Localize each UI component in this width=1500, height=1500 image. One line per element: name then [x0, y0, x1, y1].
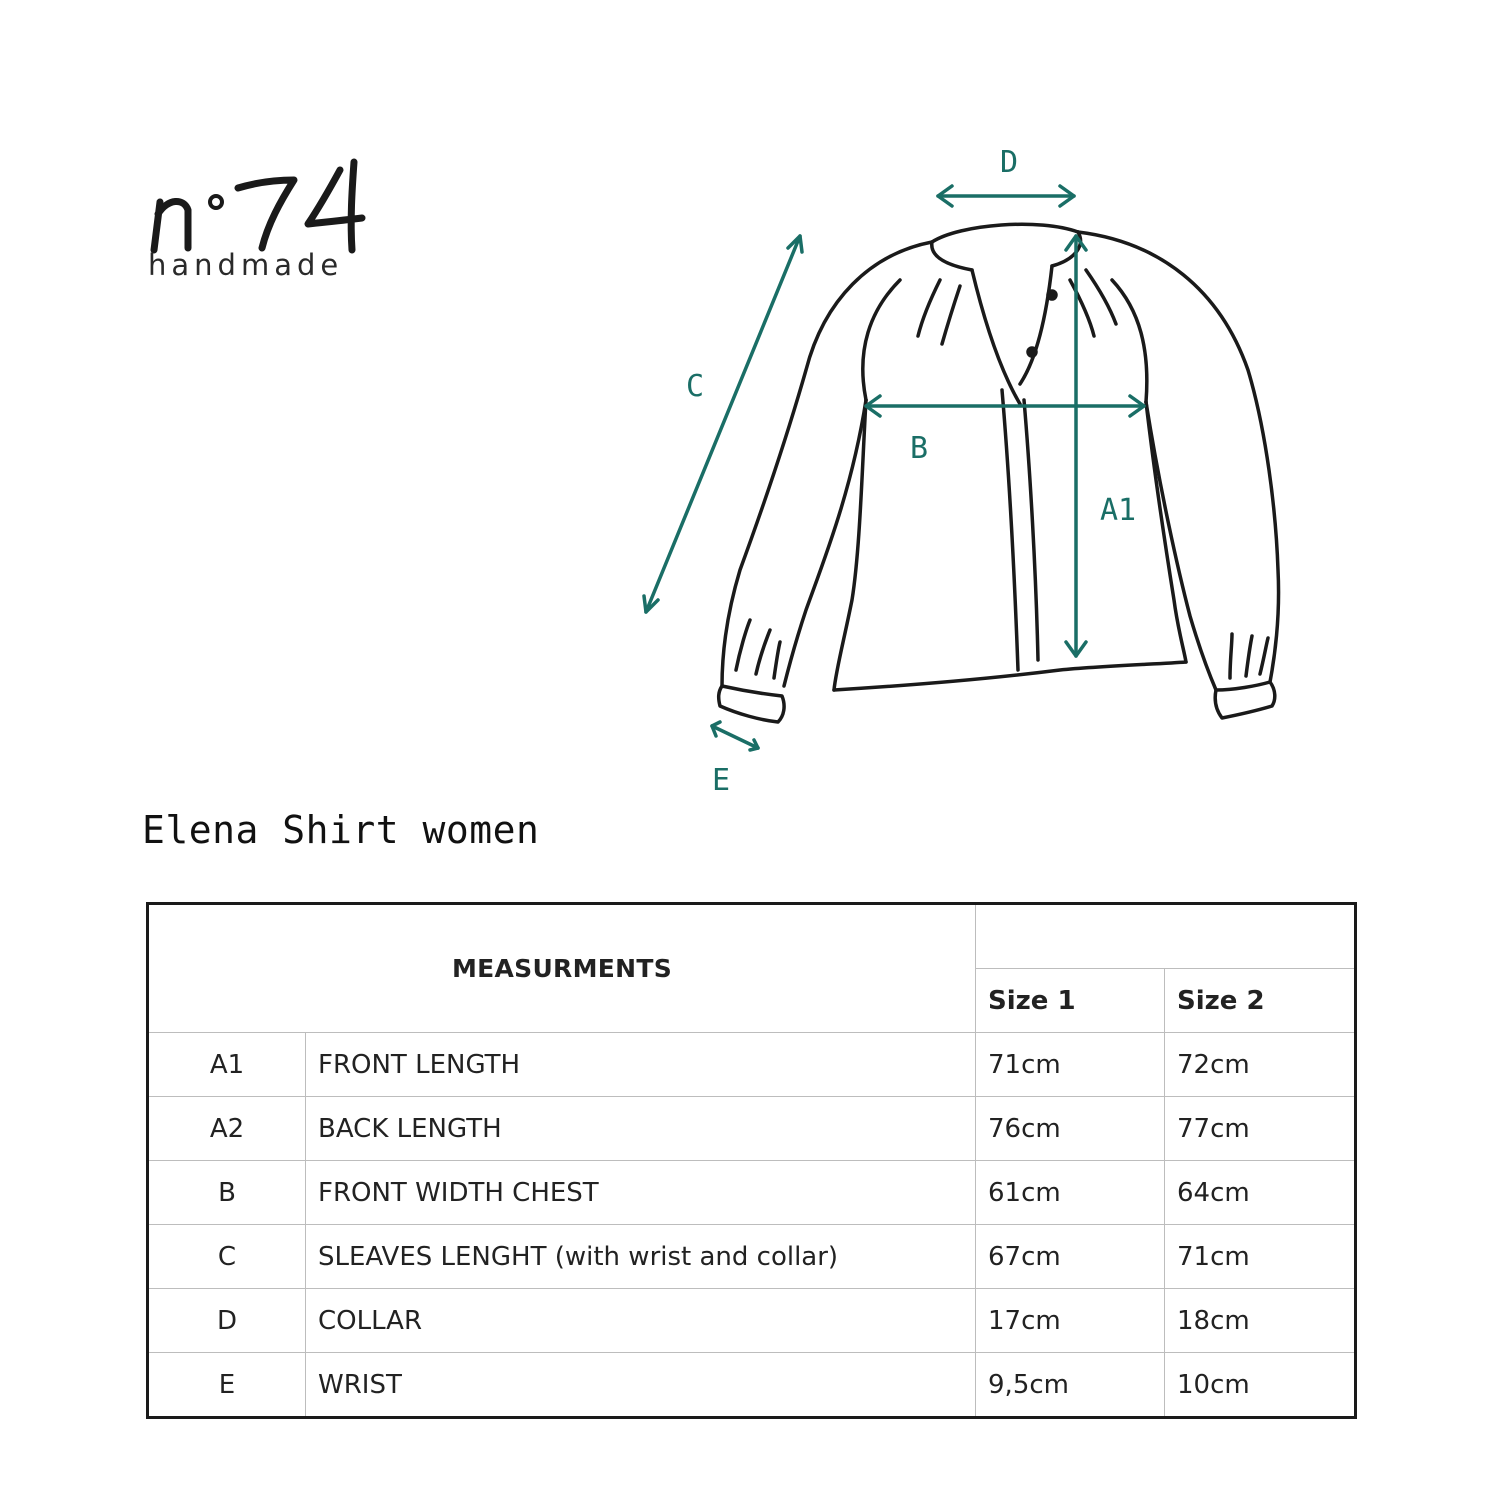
shirt-diagram — [600, 130, 1320, 820]
row-code: C — [148, 1225, 306, 1289]
brand-logo-mark — [140, 140, 380, 255]
table-header-row — [148, 904, 1356, 969]
row-size-1: 9,5cm — [976, 1353, 1165, 1418]
row-size-2: 71cm — [1165, 1225, 1356, 1289]
label-c: C — [686, 369, 705, 404]
brand-subtitle: handmade — [148, 248, 344, 282]
row-label: FRONT LENGTH — [306, 1033, 976, 1097]
measurement-arrows — [644, 186, 1144, 750]
label-a1: A1 — [1100, 493, 1137, 528]
row-code: A2 — [148, 1097, 306, 1161]
table-row — [148, 1097, 1356, 1161]
row-size-1: 71cm — [976, 1033, 1165, 1097]
row-size-1: 61cm — [976, 1161, 1165, 1225]
row-size-2: 18cm — [1165, 1289, 1356, 1353]
table-row — [148, 1225, 1356, 1289]
row-size-1: 76cm — [976, 1097, 1165, 1161]
row-code: A1 — [148, 1033, 306, 1097]
label-d: D — [1000, 145, 1019, 180]
row-size-2: 77cm — [1165, 1097, 1356, 1161]
table-row — [148, 1353, 1356, 1418]
table-row — [148, 1161, 1356, 1225]
row-label: WRIST — [306, 1353, 976, 1418]
row-label: COLLAR — [306, 1289, 976, 1353]
row-size-2: 72cm — [1165, 1033, 1356, 1097]
label-e: E — [712, 763, 731, 798]
row-label: SLEAVES LENGHT (with wrist and collar) — [306, 1225, 976, 1289]
row-size-1: 17cm — [976, 1289, 1165, 1353]
label-b: B — [910, 431, 929, 466]
table-header-measurements: MEASURMENTS — [148, 904, 976, 1033]
row-label: BACK LENGTH — [306, 1097, 976, 1161]
row-code: B — [148, 1161, 306, 1225]
row-code: D — [148, 1289, 306, 1353]
page-title: Elena Shirt women — [142, 808, 540, 852]
shirt-outline — [719, 224, 1279, 722]
table-header-size-2: Size 2 — [1165, 969, 1356, 1033]
row-size-1: 67cm — [976, 1225, 1165, 1289]
row-code: E — [148, 1353, 306, 1418]
table-row — [148, 1289, 1356, 1353]
measurements-table — [146, 902, 1357, 1419]
row-label: FRONT WIDTH CHEST — [306, 1161, 976, 1225]
table-header-size-1: Size 1 — [976, 969, 1165, 1033]
row-size-2: 10cm — [1165, 1353, 1356, 1418]
table-header-blank — [976, 904, 1356, 969]
brand-logo — [140, 140, 380, 290]
table-row — [148, 1033, 1356, 1097]
row-size-2: 64cm — [1165, 1161, 1356, 1225]
